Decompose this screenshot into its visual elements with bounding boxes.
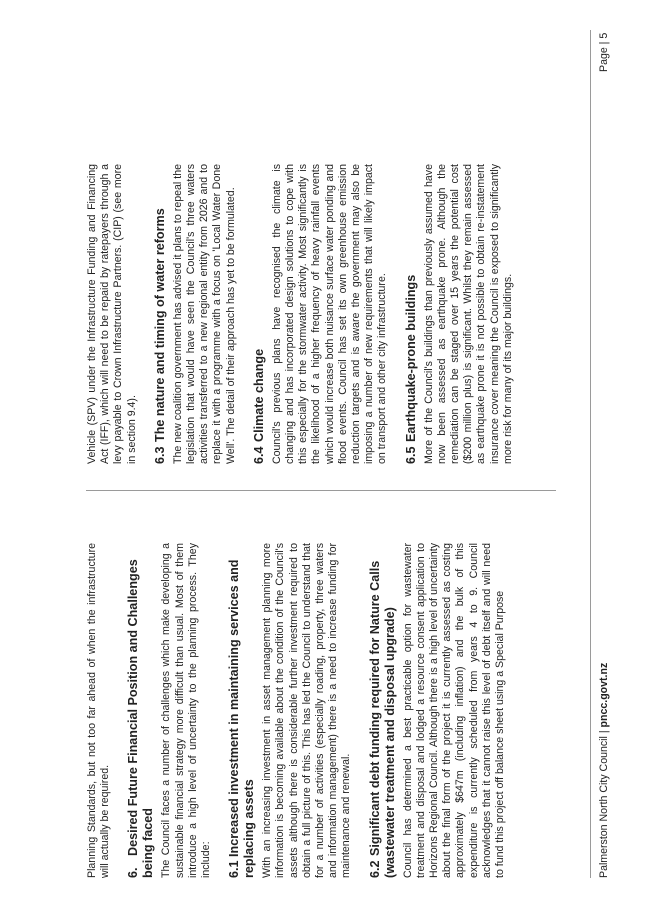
section-6-1-body: With an increasing investment in asset management planning more information is becoming available about the condition of the Council's assets although there is considerable further investment required to obtain a full picture of this. This has led the Council to understand that for a number of activities (especially roading, property, three waters and information management) there is a need to increase funding for maintenance and renewal.	[261, 543, 353, 878]
section-6-4-number: 6.4	[251, 446, 266, 464]
footer-organisation	[598, 663, 610, 878]
section-6-5-body: More of the Council's buildings than previously assumed have now been assessed as earthquake prone. Although the remediation can be staged over 15 years the potential cost ($200 million plus) is significant. Whilst they remain assessed as earthquake prone it is not possible to obtain re-instatement insurance cover meaning the Council is exposed to significantly more risk for many of its major buildings.	[422, 164, 514, 464]
section-6-body: The Council faces a number of challenges which make developing a sustainable financial strategy more difficult than usual. Most of them introduce a high level of uncertainty to the planning process. They include:	[160, 543, 213, 878]
intro-paragraph: Planning Standards, but not too far ahead of when the infrastructure will actually be required.	[86, 543, 112, 878]
section-6-3-title: The nature and timing of water reforms	[152, 208, 167, 442]
section-6-4-heading	[252, 164, 267, 464]
page-number: Page | 5	[598, 32, 610, 72]
section-6-2-heading	[368, 543, 398, 878]
section-6-2-body: Council has determined a best practicable option for wastewater treatment and disposal and lodged a resource consent application to Horizons Regional Council. Although there is a high level of uncertainty about the final form of the project it is currently assessed as costing approximately $647m (including inflation) and the bulk of this expenditure is currently scheduled from years 4 to 9. Council acknowledges that it cannot raise this level of debt itself and will need to fund this project off balance sheet using a Special Purpose	[401, 543, 507, 878]
section-6-3-number: 6.3	[152, 446, 167, 464]
section-6-3-heading	[153, 164, 168, 464]
section-6-heading	[126, 543, 156, 878]
section-6-2-number: 6.2	[367, 860, 382, 878]
section-6-4-title: Climate change	[251, 348, 266, 442]
footer-org-name: Palmerston North City Council	[598, 736, 610, 878]
column-divider	[86, 490, 556, 491]
right-column	[86, 164, 523, 464]
section-6-4-body: Council's previous plans have recognised the climate is changing and has incorporated design solutions to cope with this especially for the stormwater activity. Most significantly is the likelihood of a higher frequency of heavy rainfall events which would increase both nuisance surface water ponding and flood events. Council has set its own greenhouse emission reduction targets and is aware the government may also be imposing a number of new requirements that will likely impact on transport and other city infrastructure.	[270, 164, 389, 464]
continuation-paragraph: Vehicle (SPV) under the Infrastructure Funding and Financing Act (IFF), which will need to be repaid by ratepayers through a levy payable to Crown Infrastructure Partners. (CIP) (see more in section 9.4).	[86, 164, 138, 464]
footer-website: pncc.govt.nz	[598, 662, 610, 728]
section-6-5-heading	[404, 164, 419, 464]
section-6-number: 6.	[126, 867, 141, 878]
section-6-5-title: Earthquake-prone buildings	[403, 274, 418, 442]
section-6-2-title: Significant debt funding required for Nature Calls (wastewater treatment and disposal upgrade)	[367, 560, 397, 878]
left-column	[86, 543, 515, 878]
section-6-title: Desired Future Financial Position and Challenges being faced	[126, 559, 156, 878]
footer-rule	[590, 30, 591, 878]
section-6-5-number: 6.5	[403, 446, 418, 464]
footer-separator: |	[598, 727, 610, 737]
section-6-1-heading: 6.1 Increased investment in maintaining services and replacing assets	[227, 559, 257, 878]
section-6-3-body: The new coalition government has advised it plans to repeal the legislation that would have seen the Council's three waters activities transferred to a new regional entity from 2026 and to replace it with a programme with a focus on 'Local Water Done Well'. The detail of their approach has yet to be formulated.	[171, 164, 237, 464]
